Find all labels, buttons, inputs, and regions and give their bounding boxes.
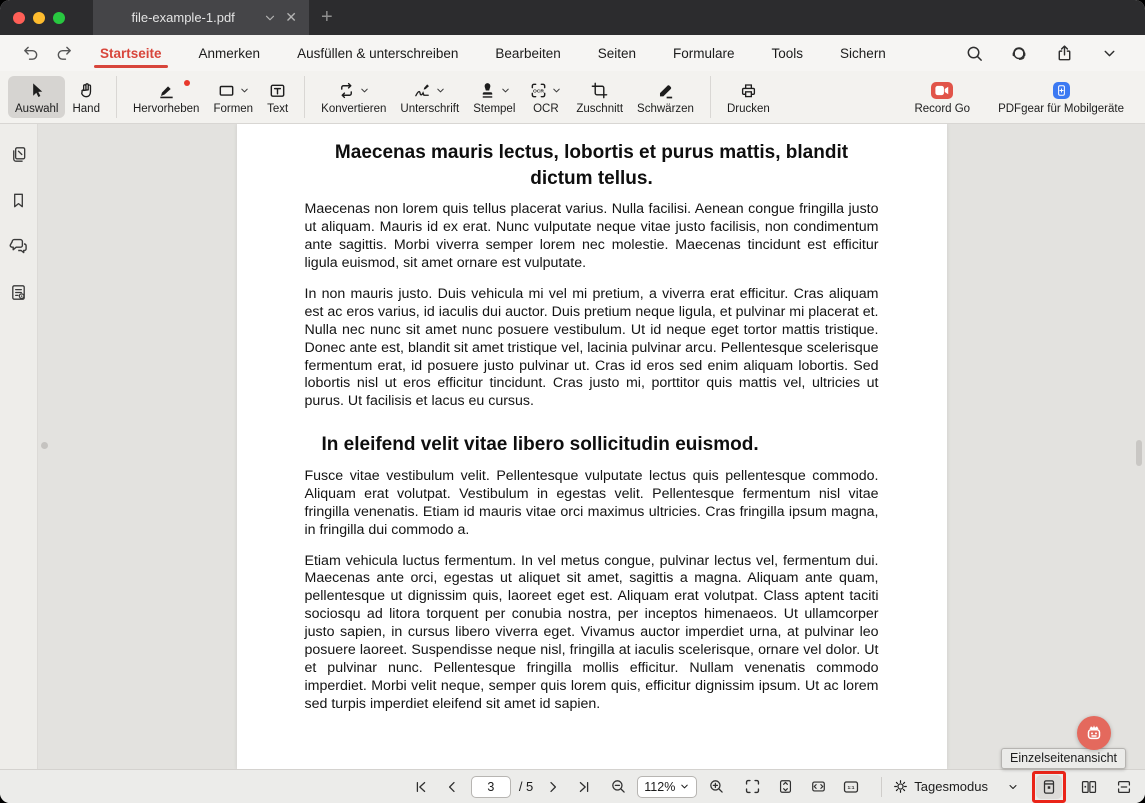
title-bar [0, 0, 1145, 35]
hand-tool-button[interactable]: Hand [65, 76, 107, 118]
new-tab-button[interactable]: + [321, 6, 333, 28]
chevron-down-icon [359, 85, 370, 96]
document-paragraph-4: Etiam vehicula luctus fermentum. In vel metus congue, pulvinar lectus vel, fermentum dui. Maecenas ante orci, egestas ut aliquet sit amet, sagittis a magna. Aliquam ante quam, pellentesque ut dignissim quis, laoreet eget est. Aliquam erat volutpat. Class aptent taciti sociosqu ad litora torquent per conubia nostra, per inceptos himenaeos. Ut ullamcorper justo sapien, in cursus libero viverra eget. Vivamus auctor imperdiet urna, at pulvinar leo posuere laoreet. Suspendisse neque nisl, fringilla at iaculis scelerisque, ornare vel dolor. Ut et pulvinar nunc. Pellentesque fringilla mollis efficitur. Nullam venenatis commodo imperdiet. Morbi velit neque, semper quis lorem quis, efficitur dignissim ipsum. Ut ac lorem sed turpis imperdiet eleifend sit amet id sapien. [304, 552, 879, 712]
tab-sichern[interactable]: Sichern [840, 45, 886, 61]
first-page-icon[interactable] [409, 775, 433, 799]
vertical-scrollbar-thumb[interactable] [1136, 440, 1142, 466]
search-icon[interactable] [962, 41, 986, 65]
select-tool-button[interactable]: Auswahl [8, 76, 65, 118]
signatures-panel-icon[interactable] [7, 280, 31, 304]
bookmarks-panel-icon[interactable] [7, 188, 31, 212]
last-page-icon[interactable] [572, 775, 596, 799]
toolbar-separator [710, 76, 711, 118]
tab-formulare[interactable]: Formulare [673, 45, 735, 61]
tab-chevron-down-icon[interactable] [259, 11, 281, 25]
full-screen-icon[interactable] [740, 775, 764, 799]
crop-button[interactable]: Zuschnitt [569, 76, 630, 118]
page-number-input[interactable] [471, 776, 511, 798]
document-viewer [38, 124, 1145, 769]
document-paragraph-1: Maecenas non lorem quis tellus placerat varius. Nulla facilisi. Aenean congue fringilla justo ut aliquam. Mauris id ex erat. Nunc vulputate neque vitae justo facilisis, non condimentum ante sagittis. Morbi viverra semper lorem nec molestie. Maecenas tincidunt est efficitur ligula euismod, sit amet ornare est vulputate. [304, 201, 879, 271]
redact-button[interactable]: Schwärzen [630, 76, 701, 118]
pdf-page [237, 124, 947, 769]
chevron-down-icon [435, 85, 446, 96]
traffic-lights [0, 12, 75, 24]
share-icon[interactable] [1052, 41, 1076, 65]
fit-height-icon[interactable] [773, 775, 797, 799]
previous-page-icon[interactable] [440, 775, 464, 799]
support-headset-icon[interactable] [1007, 41, 1031, 65]
toolbar-separator [116, 76, 117, 118]
ocr-button[interactable]: OCR [522, 76, 569, 118]
shapes-button[interactable]: Formen [206, 76, 260, 118]
convert-icon [337, 81, 356, 100]
collapse-toolbar-chevron-icon[interactable] [1097, 41, 1121, 65]
minimize-window-button[interactable] [33, 12, 45, 24]
thumbnails-panel-icon[interactable] [7, 142, 31, 166]
pdfgear-assistant-mascot-icon[interactable] [1077, 716, 1111, 750]
document-tab[interactable] [93, 0, 309, 35]
printer-icon [739, 79, 758, 101]
redact-marker-icon [656, 79, 675, 101]
two-page-view-button[interactable] [1076, 775, 1102, 799]
single-page-view-button[interactable] [1036, 775, 1062, 799]
tab-anmerken[interactable]: Anmerken [198, 45, 261, 61]
chevron-down-icon [679, 781, 690, 792]
left-sidebar [0, 124, 38, 769]
zoom-level-select[interactable] [637, 776, 697, 798]
sidebar-resize-handle[interactable] [41, 442, 48, 449]
mobile-phone-icon [1053, 79, 1070, 101]
hand-icon [77, 79, 96, 101]
single-page-view-tooltip: Einzelseitenansicht [1001, 748, 1126, 769]
actual-size-icon[interactable] [839, 775, 863, 799]
highlight-annotation-box [1032, 771, 1066, 803]
chevron-down-icon [239, 85, 250, 96]
highlighter-icon [157, 79, 176, 101]
view-mode-buttons [1031, 771, 1137, 803]
tool-bar [0, 71, 1145, 124]
zoom-level-value: 112% [644, 779, 676, 794]
zoom-controls [606, 775, 728, 799]
pdfgear-mobile-button[interactable]: PDFgear für Mobilgeräte [991, 76, 1131, 118]
stamp-button[interactable]: Stempel [466, 76, 522, 118]
tab-ausfuellen-unterschreiben[interactable]: Ausfüllen & unterschreiben [297, 45, 459, 61]
chevron-down-icon [551, 85, 562, 96]
ocr-icon [529, 81, 548, 100]
shape-icon [217, 81, 236, 100]
record-go-button[interactable]: Record Go [907, 76, 977, 118]
zoom-in-icon[interactable] [704, 775, 728, 799]
zoom-window-button[interactable] [53, 12, 65, 24]
tab-bearbeiten[interactable]: Bearbeiten [495, 45, 561, 61]
tab-seiten[interactable]: Seiten [597, 45, 637, 61]
signature-icon [413, 81, 432, 100]
chevron-down-icon [500, 85, 511, 96]
day-mode-label: Tagesmodus [914, 779, 988, 794]
fit-width-icon[interactable] [806, 775, 830, 799]
document-heading-2: In eleifend velit vitae libero sollicitudin euismod. [321, 434, 759, 456]
cursor-icon [27, 79, 46, 101]
tab-startseite[interactable]: Startseite [98, 37, 164, 70]
text-box-icon [268, 79, 287, 101]
tab-close-icon[interactable]: ✕ [285, 9, 297, 25]
comments-panel-icon[interactable] [7, 234, 31, 258]
tab-title: file-example-1.pdf [131, 10, 235, 25]
document-heading-1: Maecenas mauris lectus, lobortis et purus mattis, blandit dictum tellus. [334, 142, 849, 189]
sun-icon [892, 778, 909, 795]
document-paragraph-2: In non mauris justo. Duis vehicula mi vel mi pretium, a viverra erat efficitur. Cras aliquam est ac eros varius, id iaculis dui auctor. Duis pretium neque ligula, et pulvinar mi placerat et. Nulla nec nunc sit amet nunc posuere vestibulum. Ut id neque eget tortor mattis tristique. Donec ante est, blandit sit amet tristique vel, lacinia pulvinar arcu. Pellentesque scelerisque fermentum erat, id posuere justo pulvinar ut. Cras id eros sed enim aliquam lobortis. Sed lobortis nisl ut eros efficitur tincidunt. Cras justo mi, porttitor quis mattis vel, ultricies ut purus. Ut facilisis et lacus eu cursus. [304, 285, 879, 410]
signature-button[interactable]: Unterschrift [393, 76, 466, 118]
notification-dot [184, 80, 190, 86]
page-navigation [409, 775, 596, 799]
highlight-button[interactable]: Hervorheben [126, 76, 206, 118]
text-tool-button[interactable]: Text [260, 76, 295, 118]
main-area [0, 124, 1145, 769]
toolbar-separator [304, 76, 305, 118]
undo-icon[interactable] [18, 41, 42, 65]
close-window-button[interactable] [13, 12, 25, 24]
statusbar-separator [881, 777, 882, 797]
record-camera-icon [931, 79, 953, 101]
fit-controls [740, 775, 863, 799]
status-bar [0, 769, 1145, 803]
next-page-icon[interactable] [541, 775, 565, 799]
convert-button[interactable]: Konvertieren [314, 76, 393, 118]
day-mode-select[interactable] [892, 778, 1019, 795]
redo-icon[interactable] [52, 41, 76, 65]
tab-tools[interactable]: Tools [771, 45, 804, 61]
document-paragraph-3: Fusce vitae vestibulum velit. Pellentesque vulputate lectus quis pellentesque commodo. Aliquam erat volutpat. Vestibulum in egestas velit. Pellentesque fermentum nisl vitae fringilla venenatis. Etiam id mauris vitae orci maximus ultricies. Cras fringilla ipsum magna, in fringilla dui commodo a. [304, 467, 879, 538]
continuous-view-button[interactable] [1111, 775, 1137, 799]
menu-bar [0, 35, 1145, 71]
zoom-out-icon[interactable] [606, 775, 630, 799]
chevron-down-icon [1007, 781, 1019, 793]
print-button[interactable]: Drucken [720, 76, 777, 118]
menu-tabs [98, 37, 888, 70]
crop-icon [590, 79, 609, 101]
stamp-icon [478, 81, 497, 100]
page-total-label: / 5 [518, 779, 534, 794]
